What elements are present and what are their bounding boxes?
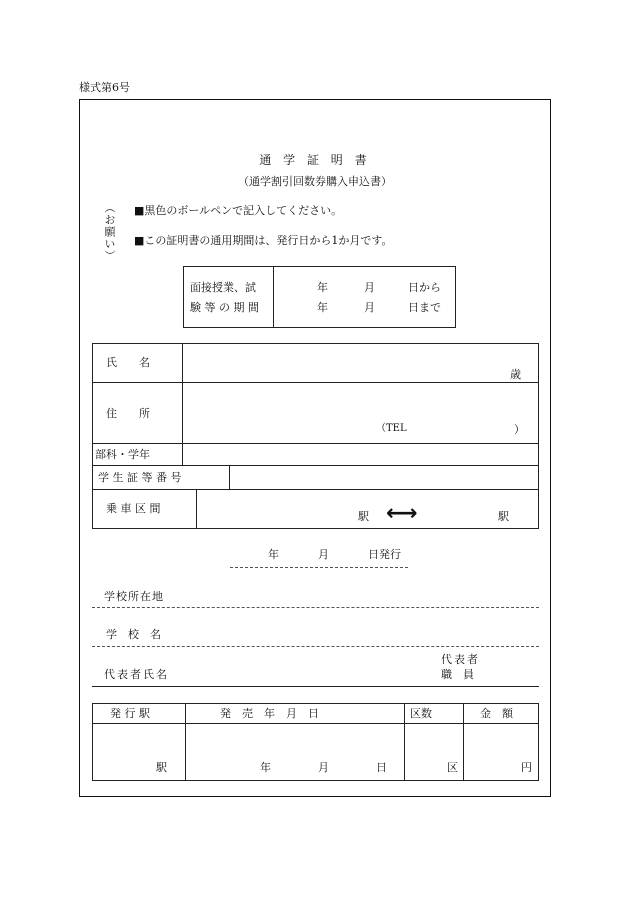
address-field[interactable] <box>183 383 538 442</box>
school-address-label: 学校所在地 <box>104 590 164 603</box>
rep-title-1: 代表者 <box>441 653 480 666</box>
header-station: 発 行 駅 <box>110 707 150 720</box>
rep-name-label: 代表者氏名 <box>104 668 169 681</box>
period-box <box>183 266 456 328</box>
student-id-field[interactable] <box>230 466 538 488</box>
address-label: 住 所 <box>106 407 150 420</box>
period-label-2: 験 等 の 期 間 <box>190 301 259 314</box>
period-from-day[interactable]: 日から <box>408 281 441 294</box>
period-to-month[interactable]: 月 <box>364 301 375 314</box>
period-label-1: 面接授業、試 <box>190 281 256 294</box>
sales-ward-unit: 区 <box>447 761 458 774</box>
request-label: （お願い） <box>103 202 116 262</box>
note-2: ■この証明書の通用期間は、発行日から1か月です。 <box>134 234 393 247</box>
sales-yen-unit: 円 <box>521 761 532 774</box>
route-label: 乗 車 区 間 <box>106 502 161 515</box>
sales-station-unit: 駅 <box>156 761 167 774</box>
issue-month[interactable]: 月 <box>318 548 329 561</box>
period-to-day[interactable]: 日まで <box>408 301 441 314</box>
age-unit: 歳 <box>510 368 521 381</box>
school-name-label: 学 校 名 <box>106 628 161 641</box>
department-label: 部科・学年 <box>95 448 150 461</box>
rep-title-2: 職 員 <box>441 668 474 681</box>
header-date: 発 売 年 月 日 <box>220 707 319 720</box>
header-amount: 金 額 <box>480 707 513 720</box>
page-subtitle: （通学割引回数券購入申込書） <box>238 175 392 188</box>
period-to-year[interactable]: 年 <box>317 301 328 314</box>
issue-year[interactable]: 年 <box>268 548 279 561</box>
student-id-label: 学 生 証 等 番 号 <box>98 471 182 484</box>
issue-day[interactable]: 日発行 <box>368 548 401 561</box>
name-field[interactable] <box>183 344 513 381</box>
period-from-month[interactable]: 月 <box>364 281 375 294</box>
name-label: 氏 名 <box>106 356 150 369</box>
tel-open: （TEL <box>376 423 407 434</box>
station-from-unit: 駅 <box>358 510 369 523</box>
header-wards: 区数 <box>410 707 432 720</box>
tel-close: ） <box>514 423 525 436</box>
form-number: 様式第6号 <box>79 81 130 94</box>
sales-month: 月 <box>318 761 329 774</box>
page-title: 通 学 証 明 書 <box>259 153 371 167</box>
sales-year: 年 <box>260 761 271 774</box>
route-arrow-icon: ⟷ <box>386 501 418 526</box>
note-1: ■黒色のボールペンで記入してください。 <box>134 204 343 217</box>
station-to-unit: 駅 <box>498 510 509 523</box>
department-field[interactable] <box>183 444 538 464</box>
period-from-year[interactable]: 年 <box>317 281 328 294</box>
sales-day: 日 <box>376 761 387 774</box>
